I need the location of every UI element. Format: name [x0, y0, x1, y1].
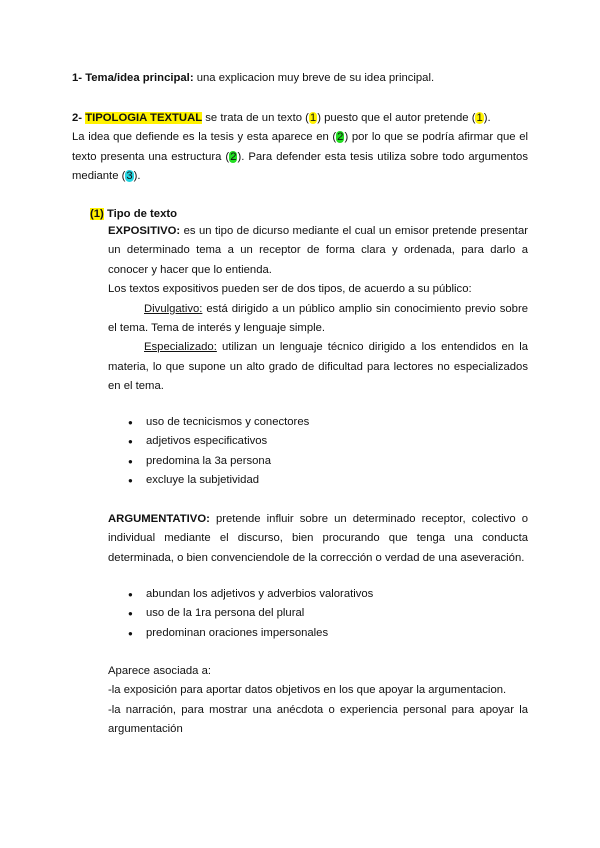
divulgativo-text: está dirigido a un público amplio sin conocimiento previo sobre el tema. Tema de interés y lenguaje simple.	[108, 302, 528, 335]
section-1-text: una explicacion muy breve de su idea principal.	[193, 72, 435, 84]
expositivo-text: es un tipo de dicurso mediante el cual un emisor pretende presentar un determinado tema a un receptor de forma clara y ordenada, para darlo a conocer y hacer que lo entienda.	[108, 225, 528, 276]
section-2	[72, 109, 528, 187]
section-2-text: ).	[133, 170, 141, 183]
asociada-item: -la narración, para mostrar una anécdota o experiencia personal para apoyar la argumentación	[108, 703, 528, 736]
argumentativo-text: pretende influir sobre un determinado receptor, colectivo o individual mediante el discurso, bien procurando que tenga una conducta determinada, o bien convenciendole de la corrección o verdad de una aseveración.	[108, 513, 528, 564]
especializado-text: utilizan un lenguaje técnico dirigido a los entendidos en la materia, lo que supone un alto grado de dificultad para lectores no especializados en el tema.	[108, 341, 528, 393]
especializado-label: Especializado:	[144, 341, 217, 354]
marker-2: 2	[337, 131, 344, 144]
section-2-text: ). Para defender esta tesis utiliza sobre todo argumentos mediante (	[72, 150, 528, 183]
section-2-number: 2-	[72, 112, 83, 124]
section-1-title: Tema/idea principal:	[85, 72, 194, 84]
tipos-intro: Los textos expositivos pueden ser de dos tipos, de acuerdo a su público:	[108, 283, 472, 296]
section-1	[72, 69, 528, 88]
tipo-marker: (1)	[90, 208, 104, 220]
argumentativo-block	[108, 510, 528, 568]
marker-1: 1	[309, 112, 317, 124]
section-2-text: ) por lo que se podría afirmar que el texto presenta una estructura (	[72, 131, 529, 163]
asociada-item: -la exposición para aportar datos objetivos en los que apoyar la argumentacion.	[108, 684, 507, 697]
divulgativo	[108, 300, 528, 339]
section-2-text: La idea que defiende es la tesis y esta aparece en (	[72, 131, 337, 144]
expositivo-block	[108, 222, 528, 397]
argumentativo-bullets	[128, 585, 528, 643]
marker-3: 3	[126, 170, 133, 183]
list-item: ● predomina la 3a persona	[128, 452, 528, 471]
divulgativo-label: Divulgativo:	[144, 302, 203, 315]
especializado	[108, 338, 528, 396]
asociada-block	[108, 662, 528, 740]
section-2-text: se trata de un texto (	[202, 112, 309, 124]
expositivo-bullets	[128, 413, 528, 491]
section-1-number: 1-	[72, 72, 83, 84]
list-item: ● predominan oraciones impersonales	[128, 624, 528, 643]
list-item: ● adjetivos especificativos	[128, 432, 528, 451]
list-item: ● uso de la 1ra persona del plural	[128, 604, 528, 623]
tipo-title: Tipo de texto	[103, 208, 178, 220]
list-item: ● excluye la subjetividad	[128, 471, 528, 490]
asociada-title: Aparece asociada a:	[108, 665, 211, 677]
list-item: ● abundan los adjetivos y adverbios valorativos	[128, 585, 528, 604]
marker-2: 2	[230, 150, 237, 163]
marker-1: 1	[476, 112, 483, 124]
section-2-text: ).	[483, 112, 491, 124]
argumentativo-label: ARGUMENTATIVO:	[108, 513, 210, 525]
section-2-title: TIPOLOGIA TEXTUAL	[85, 112, 203, 124]
expositivo-label: EXPOSITIVO:	[108, 225, 181, 237]
section-2-text: ) puesto que el autor pretende (	[317, 112, 476, 124]
list-item: ● uso de tecnicismos y conectores	[128, 413, 528, 432]
